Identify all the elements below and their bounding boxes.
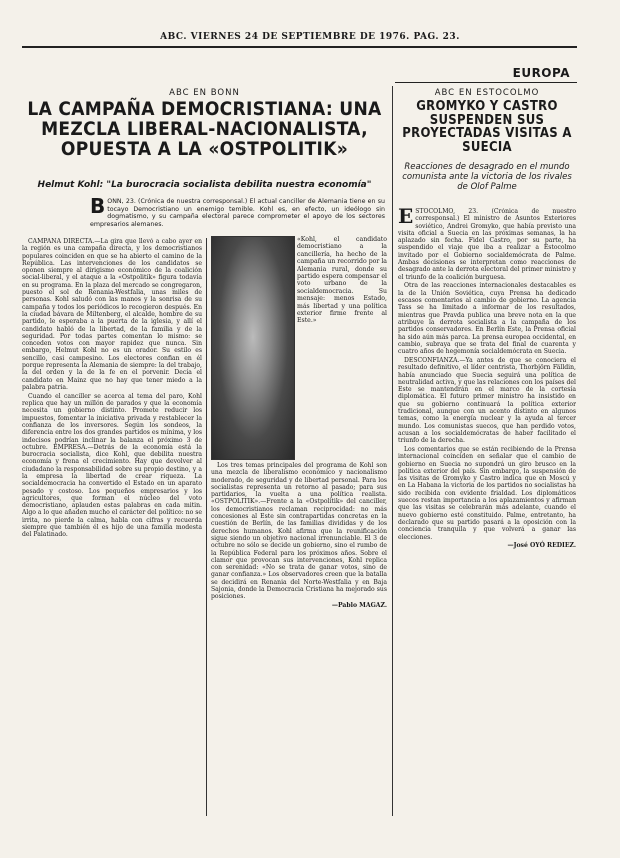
right-headline: GROMYKO Y CASTRO SUSPENDEN SUS PROYECTADAS VISITAS A SUECIA xyxy=(402,99,572,155)
right-subhead: Reacciones de desagrado en el mundo comunista ante la victoria de los rivales de Olof Palme xyxy=(402,162,572,192)
dropcap-b: B xyxy=(90,194,106,218)
section-label: EUROPA xyxy=(512,66,570,80)
left-column-2 xyxy=(211,462,387,812)
section-rule xyxy=(395,82,577,83)
photo-caption: «Kohl, el candidato democristiano a la cancillería, ha hecho de la campaña un recorrido por la Alemania rural, donde su partido espera compensar el voto urbano de la socialdemocracia. Su mensaje: menos Estado, más libertad y una política exterior firme frente al Este.» xyxy=(297,236,387,325)
right-kicker: ABC EN ESTOCOLMO xyxy=(434,88,540,98)
running-head: ABC. VIERNES 24 DE SEPTIEMBRE DE 1976. PAG. 23. xyxy=(160,32,460,42)
dropcap-e: E xyxy=(398,208,414,228)
right-body-2: DESCONFIANZA.—Ya antes de que se conociera el resultado definitivo, el líder centrista, Thorbjörn Fälldin, había anunciado que Suecia seguirá una política de neutralidad activa, y que las relaciones con los países del Este se mantendrán en el marco de la cortesía diplomática. El futuro primer ministro ha insistido en que su gobierno continuará la política exterior tradicional, aunque con un acento distinto en algunos temas, como la energía nuclear y la ayuda al tercer mundo. Los comunistas suecos, que han perdido votos, acusan a los socialdemócratas de haber facilitado el triunfo de la derecha. xyxy=(398,356,576,445)
portrait-photo xyxy=(211,236,295,460)
right-column xyxy=(398,208,576,813)
right-lead-text: STOCOLMO, 23. (Crónica de nuestro corresponsal.) El ministro de Asuntos Exteriores soviético, Andrei Gromyko, que había previsto una visita oficial a Suecia en las próximas semanas, la ha aplazado sin fecha. Fidel Castro, por su parte, ha suspendido el viaje que iba a realizar a Estocolmo invitado por el Gobierno socialdemócrata de Palme. Ambas decisiones se interpretan como reacciones de desagrado ante la derrota electoral del primer ministro y el triunfo de la coalición burguesa. xyxy=(398,208,576,281)
left-signature: —Pablo MAGAZ. xyxy=(331,602,387,610)
left-col3-text: Los tres temas principales del programa de Kohl son una mezcla de liberalismo económico y nacionalismo moderado, de seguridad y de libertad personal. Para los socialistas representa un retorno al pasado; para sus partidarios, la vuelta a una política realista. «OSTPOLITIK».—Frente a la «Ostpolitik» del canciller, los democristianos reclaman reciprocidad: no más concesiones al Este sin contrapartidas concretas en la cuestión de Berlín, de las familias divididas y de los derechos humanos. Kohl afirma que la reunificación sigue siendo un objetivo nacional irrenunciable. El 3 de octubre no sólo se decide un gobierno, sino el rumbo de la República Federal para los próximos años. Sobre el clamor que provocan sus intervenciones, Kohl replica con serenidad: «No se trata de ganar votos, sino de ganar confianza.» Los observadores creen que la batalla se decidirá en Renania del Norte-Westfalia y en Baja Sajonia, donde la Democracia Cristiana ha mejorado sus posiciones. xyxy=(211,462,387,601)
left-column-1 xyxy=(22,238,202,813)
left-col1-text: CAMPAÑA DIRECTA.—La gira que llevó a cabo ayer en la región es una campaña directa, y los democristianos populares coinciden en que se ha abierto el camino de la República. Las intervenciones de los candidatos se oponen siempre al dirigismo económico de la coalición social-liberal, y el ataque a la «Ostpolitik» figura todavía en su programa. En la plaza del mercado se congregaron, puesto el sol de Renania-Westfalia, unas miles de personas. Kohl saludó con las manos y la sonrisa de su campaña y todos los periódicos lo recogieron después. En la ciudad bávara de Miltenberg, el alcalde, hombre de su partido, le esperaba a la puerta de la iglesia, y allí el candidato habló de la libertad, de la familia y de la seguridad. Por todas partes comentan lo mismo: se conceden votos con mayor rapidez que nunca. Sin embargo, Helmut Kohl no es un orador. Su estilo es sencillo, casi campesino. Los electores confian en él porque representa la Alemania de siempre: la del trabajo, la del orden y la de la fe en el porvenir. Decía el candidato en Mainz que no hay que tener miedo a la palabra patria. xyxy=(22,238,202,391)
left-headline: LA CAMPAÑA DEMOCRISTIANA: UNA MEZCLA LIBERAL-NACIONALISTA, OPUESTA A LA «OSTPOLITIK» xyxy=(27,98,382,160)
left-column-divider xyxy=(206,238,207,816)
right-body-3: Los comentarios que se están recibiendo de la Prensa internacional coinciden en señalar que el cambio de gobierno en Suecia no supondrá un giro brusco en la política exterior del país. Sin embargo, la suspensión de las visitas de Gromyko y Castro indica que en Moscú y en La Habana la victoria de los partidos no socialistas ha sido recibida con evidente frialdad. Los diplomáticos suecos restan importancia a los aplazamientos y afirman que las visitas se celebrarán más adelante, cuando el nuevo gobierno esté constituido. Palme, entretanto, ha declarado que su partido pasará a la oposición con la conciencia tranquila y que volverá a ganar las elecciones. xyxy=(398,446,576,541)
article-divider xyxy=(392,86,393,816)
left-subhead: Helmut Kohl: "La burocracia socialista debilita nuestra economía" xyxy=(37,180,372,190)
left-lead xyxy=(90,194,385,228)
left-lead-text: ONN, 23. (Crónica de nuestra corresponsal.) El actual canciller de Alemania tiene en su tocayo Democristiano un enemigo temible. Kohl es, en efecto, un ideólogo sin dogmatismo, y su campaña electoral parece comprometer el apoyo de los sectores empresarios alemanes. xyxy=(90,198,385,228)
right-lead xyxy=(398,208,576,281)
top-rule xyxy=(22,46,577,48)
right-body-1: Otra de las reacciones internacionales destacables es la de la Unión Soviética, cuya Prensa ha dedicado escasos comentarios al cambio de gobierno. La agencia Tass se ha limitado a informar de los resultados, mientras que Pravda publica una breve nota en la que atribuye la derrota socialista a la campaña de los partidos conservadores. En Berlín Este, la Prensa oficial ha sido aún más parca. La prensa europea occidental, en cambio, subraya que se trata del final de cuarenta y cuatro años de hegemonía socialdemócrata en Suecia. xyxy=(398,282,576,356)
right-signature: —José OYÓ REDIEZ. xyxy=(507,542,576,550)
left-kicker: ABC EN BONN xyxy=(169,88,240,98)
left-col2-text: Cuando el canciller se acerca al tema del paro, Kohl replica que hay un millón de parados y que la economía necesita un gobierno distinto. Promete reducir los impuestos, fomentar la iniciativa privada y restablecer la confianza de los inversores. Según los sondeos, la diferencia entre los dos grandes partidos es mínima, y los indecisos podrían inclinar la balanza el próximo 3 de octubre. EMPRESA.—Detrás de la economía está la burocracia socialista, dice Kohl, que debilita nuestra economía y frena el crecimiento. Hay que devolver al ciudadano la responsabilidad sobre su propio destino, y a la empresa la libertad de crear riqueza. La socialdemocracia ha convertido el Estado en un aparato pesado y costoso. Los pequeños empresarios y los agricultores, que forman el núcleo del voto democristiano, aplauden estas palabras en cada mitin. Algo a lo que añaden mucho el carácter del político: no se irrita, no pierde la calma, habla con cifras y recuerda siempre que también él es hijo de una familia modesta del Palatinado. xyxy=(22,392,202,539)
